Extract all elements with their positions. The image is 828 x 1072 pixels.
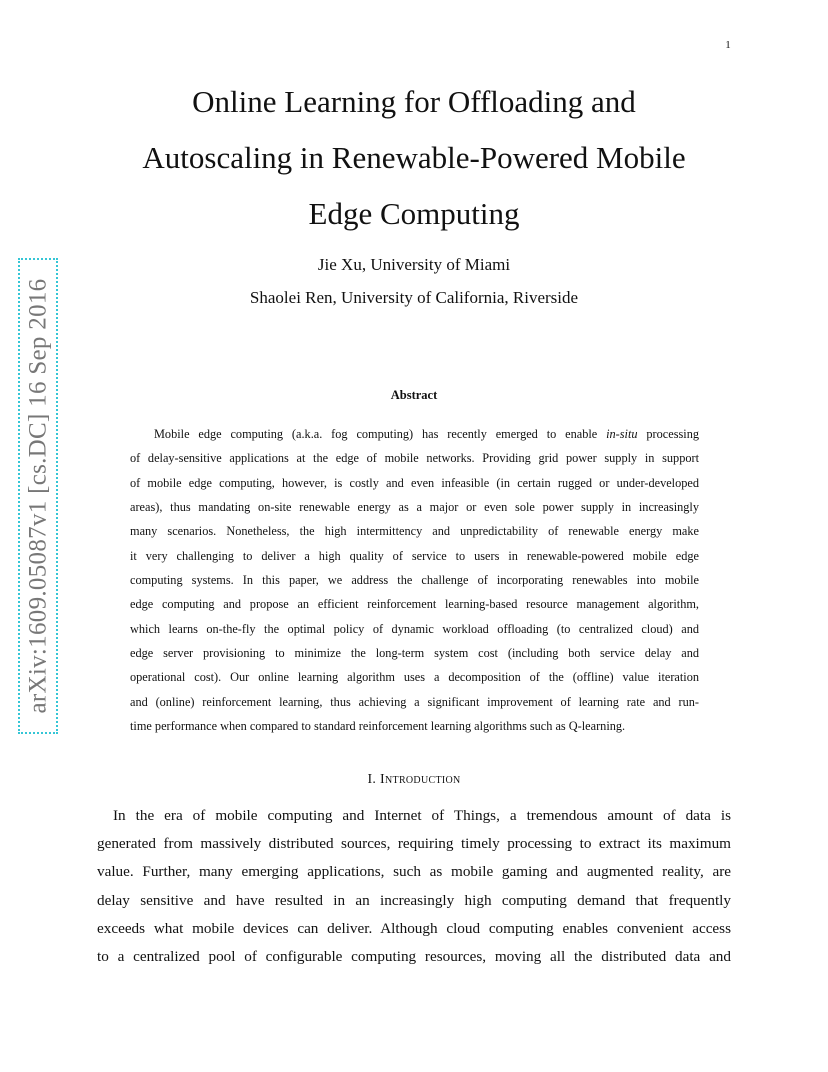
abstract-line: operational cost). Our online learning algorithm uses a decomposition of the (offline) value iteration (130, 670, 699, 685)
intro-line: generated from massively distributed sources, requiring timely processing to extract its maximum (97, 835, 731, 853)
abstract-line: which learns on-the-fly the optimal policy of dynamic workload offloading (to centralized cloud) and (130, 621, 699, 636)
abstract-line: edge computing and propose an efficient reinforcement learning-based resource management algorithm, (130, 597, 699, 612)
abstract-line: of delay-sensitive applications at the edge of mobile networks. Providing grid power supply in support (130, 451, 699, 466)
arxiv-identifier-stamp[interactable] (18, 258, 58, 734)
abstract-heading: Abstract (390, 388, 438, 402)
intro-line: exceeds what mobile devices can deliver. Although cloud computing enables convenient access (97, 919, 731, 937)
title-line-3: Edge Computing (308, 196, 520, 231)
paper-title (100, 74, 728, 242)
introduction-body (97, 802, 731, 971)
page-number: 1 (725, 39, 731, 51)
section-title: Introduction (380, 772, 461, 787)
abstract-line: many scenarios. Nonetheless, the high intermittency and unpredictability of renewable energy make (130, 524, 699, 539)
intro-line: In the era of mobile computing and Internet of Things, a tremendous amount of data is (113, 807, 731, 824)
intro-line: delay sensitive and have resulted in an increasingly high computing demand that frequently (97, 891, 731, 909)
author-1: Jie Xu, University of Miami (317, 255, 511, 274)
abstract-emphasis: in-situ (606, 427, 638, 441)
arxiv-stamp-text: arXiv:1609.05087v1 [cs.DC] 16 Sep 2016 (24, 278, 52, 714)
abstract-line-1: Mobile edge computing (a.k.a. fog computing) has recently emerged to enable in-situ processing (154, 427, 699, 441)
section-number: I. (367, 772, 377, 787)
abstract-line: computing systems. In this paper, we address the challenge of incorporating renewables into mobile (130, 573, 699, 588)
abstract-line: areas), thus mandating on-site renewable energy as a major or even sole power supply in increasingly (130, 500, 699, 515)
abstract-line: of mobile edge computing, however, is costly and even infeasible (in certain rugged or under-developed (130, 475, 699, 490)
abstract-body (130, 422, 699, 738)
title-line-1: Online Learning for Offloading and (192, 84, 636, 119)
abstract-line: time performance when compared to standard reinforcement learning algorithms such as Q-learning. (130, 719, 626, 734)
intro-line: to a centralized pool of configurable computing resources, moving all the distributed data and (97, 948, 731, 966)
intro-line: value. Further, many emerging applications, such as mobile gaming and augmented reality, are (97, 863, 731, 881)
section-heading-introduction (100, 772, 728, 788)
title-line-2: Autoscaling in Renewable-Powered Mobile (142, 140, 686, 175)
abstract-line: and (online) reinforcement learning, thus achieving a significant improvement of learning rate and run- (130, 694, 699, 709)
abstract-line: it very challenging to deliver a high quality of service to users in renewable-powered mobile edge (130, 548, 699, 563)
author-2: Shaolei Ren, University of California, Riverside (249, 288, 579, 307)
abstract-line: edge server provisioning to minimize the long-term system cost (including both service delay and (130, 646, 699, 661)
